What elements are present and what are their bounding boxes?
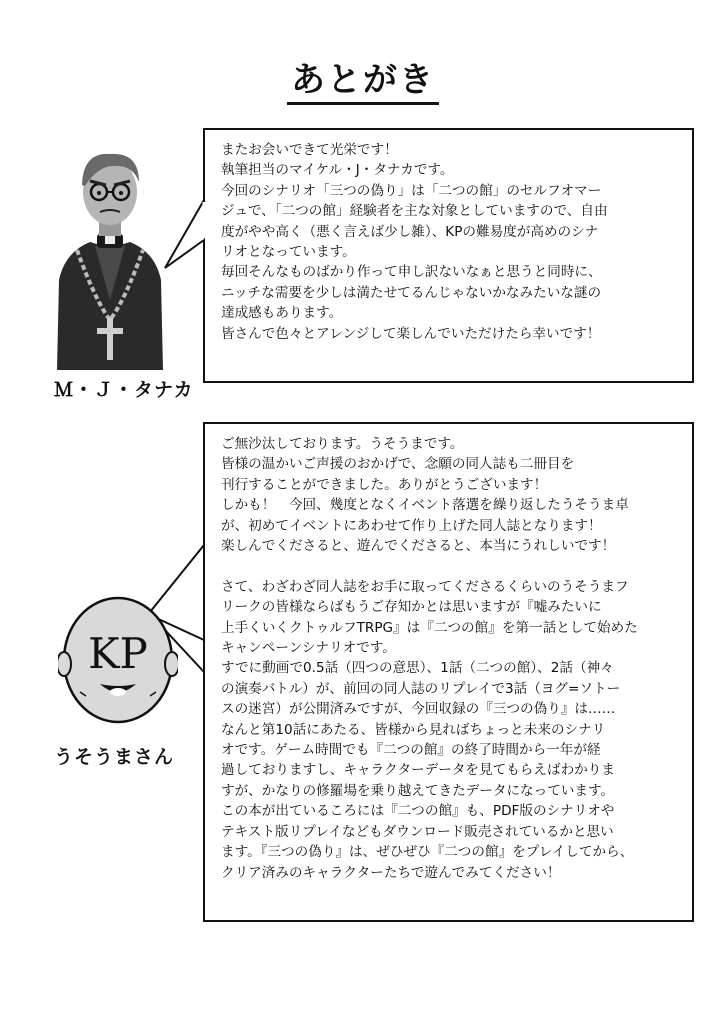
kp-name: うそうまさん [54, 746, 175, 768]
text-line: キャンペーンシナリオです。 [221, 640, 396, 657]
tanaka-name: Ｍ・Ｊ・タナカ [54, 379, 194, 401]
text-line: 皆様の温かいご声援のおかげで、念願の同人誌も二冊目を [221, 456, 575, 473]
text-line: この本が出ているころには『二つの館』も、PDF版のシナリオや [221, 803, 615, 820]
text-line: またお会いできて光栄です！ [221, 142, 398, 158]
text-line: ます。『三つの偽り』は、ぜひぜひ『二つの館』をプレイしてから、 [221, 844, 634, 861]
tanaka-portrait [55, 130, 165, 370]
text-line: 度がやや高く（悪く言えば少し雑）、KPの難易度が高めのシナ [221, 223, 599, 240]
text-line: スの迷宮）が公開済みですが、今回収録の『三つの偽り』は…… [221, 701, 616, 718]
tanaka-speech-bubble [203, 128, 694, 383]
text-line: の演奏バトル）が、前回の同人誌のリプレイで3話（ヨグ=ソトー [221, 680, 621, 697]
text-line: ニッチな需要を少しは満たせてるんじゃないかなみたいな謎の [221, 284, 602, 301]
text-line: オです。ゲーム時間でも『二つの館』の終了時間から一年が経 [221, 742, 601, 759]
text-line: ご無沙汰しております。うそうまです。 [221, 436, 464, 452]
text-line: が、初めてイベントにあわせて作り上げた同人誌となります！ [221, 517, 602, 534]
text-line: 今回のシナリオ「三つの偽り」は「二つの館」のセルフオマー [221, 182, 602, 199]
text-line: 過しておりますし、キャラクターデータを見てもらえばわかりま [221, 762, 615, 779]
text-line: クリア済みのキャラクターたちで遊んでみてください！ [221, 864, 561, 881]
text-line: リークの皆様ならばもうご存知かとは思いますが『嘘みたいに [221, 599, 602, 616]
paragraph-gap [221, 556, 686, 576]
kp-avatar [58, 592, 178, 727]
text-line: 刊行することができました。ありがとうございます！ [221, 476, 548, 493]
text-line: すでに動画で0.5話（四つの意思）、1話（二つの館）、2話（神々 [221, 660, 614, 677]
text-line: しかも！ 今回、幾度となくイベント落選を繰り返したうそうま卓 [221, 497, 629, 514]
text-line: 楽しんでくださると、遊んでくださると、本当にうれしいです！ [221, 538, 616, 555]
text-line: さて、わざわざ同人誌をお手に取ってくださるくらいのうそうまフ [221, 578, 629, 595]
text-line: 達成感もあります。 [221, 305, 343, 322]
text-line: 執筆担当のマイケル・J・タナカです。 [221, 162, 454, 179]
text-line: リオとなっています。 [221, 244, 356, 261]
text-line: 皆さんで色々とアレンジして楽しんでいただけたら幸いです！ [221, 325, 601, 342]
kp-badge-text: KP [88, 629, 148, 678]
text-line: 上手くいくクトゥルフTRPG』は『二つの館』を第一話として始めた [221, 619, 638, 636]
text-line: 毎回そんなものばかり作って申し訳ないなぁと思うと同時に、 [221, 264, 602, 281]
kp-speech-bubble [203, 422, 694, 922]
page-title: あとがき [0, 52, 726, 101]
text-line: なんと第10話にあたる、皆様から見ればちょっと未来のシナリ [221, 721, 606, 738]
text-line: ジュで、「二つの館」経験者を主な対象としていますので、自由 [221, 203, 608, 220]
text-line: すが、かなりの修羅場を乗り越えてきたデータになっています。 [221, 782, 615, 799]
text-line: テキスト版リプレイなどもダウンロード販売されているかと思い [221, 823, 614, 840]
